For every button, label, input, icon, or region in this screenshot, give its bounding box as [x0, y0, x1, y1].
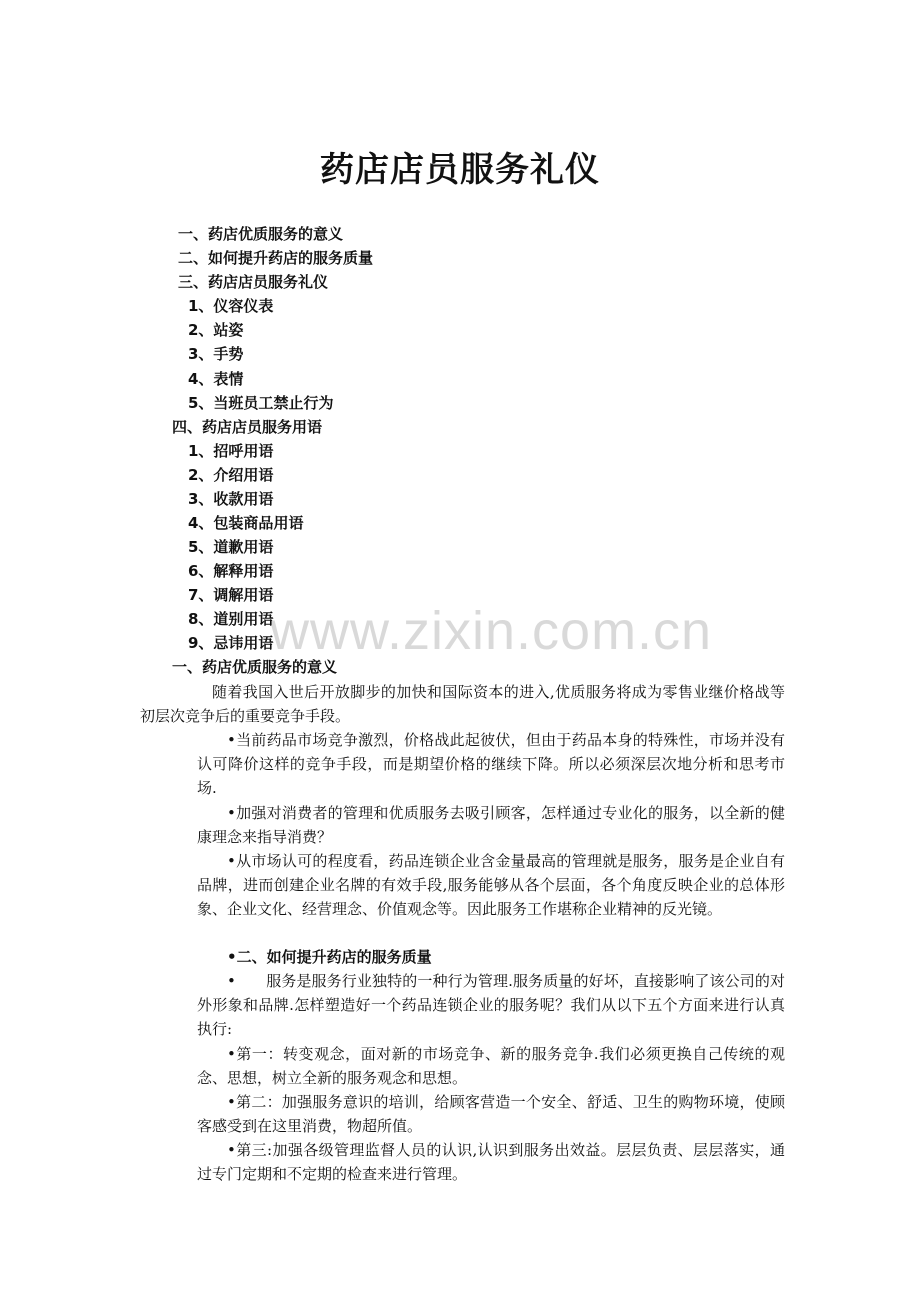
- toc-item: 三、药店店员服务礼仪: [178, 273, 329, 291]
- toc-item: 5、当班员工禁止行为: [188, 394, 334, 412]
- section-heading: •二、如何提升药店的服务质量: [227, 948, 432, 966]
- toc-item: 9、忌讳用语: [188, 634, 274, 652]
- toc-item: 2、站姿: [188, 321, 244, 339]
- bullet-paragraph: •第三:加强各级管理监督人员的认识,认识到服务出效益。层层负责、层层落实，通过专门定期和不定期的检查来进行管理。: [197, 1141, 785, 1183]
- toc-item: 四、药店店员服务用语: [172, 418, 323, 436]
- toc-item: 1、仪容仪表: [188, 297, 274, 315]
- toc-item: 3、手势: [188, 345, 244, 363]
- bullet-paragraph: •当前药品市场竞争激烈，价格战此起彼伏，但由于药品本身的特殊性，市场并没有认可降价这样的竞争手段，而是期望价格的继续下降。所以必须深层次地分析和思考市场.: [197, 731, 785, 797]
- toc-item: 一、药店优质服务的意义: [178, 225, 344, 243]
- watermark: www.zixin.com.cn: [270, 601, 713, 661]
- toc-item: 3、收款用语: [188, 490, 274, 508]
- toc-item: 7、调解用语: [188, 586, 274, 604]
- section-intro-paragraph: 随着我国入世后开放脚步的加快和国际资本的进入,优质服务将成为零售业继价格战等初层次竞争后的重要竞争手段。: [140, 683, 785, 725]
- toc-item: 二、如何提升药店的服务质量: [178, 249, 374, 267]
- section-heading: 一、药店优质服务的意义: [172, 658, 338, 676]
- toc-item: 5、道歉用语: [188, 538, 274, 556]
- bullet-paragraph: •加强对消费者的管理和优质服务去吸引顾客，怎样通过专业化的服务，以全新的健康理念来指导消费？: [197, 804, 785, 846]
- bullet-paragraph: •第一：转变观念，面对新的市场竞争、新的服务竞争.我们必须更换自己传统的观念、思想，树立全新的服务观念和思想。: [197, 1045, 785, 1087]
- bullet-paragraph: •从市场认可的程度看，药品连锁企业含金量最高的管理就是服务，服务是企业自有品牌，进而创建企业名牌的有效手段,服务能够从各个层面，各个角度反映企业的总体形象、企业文化、经营理念、价值观念等。因此服务工作堪称企业精神的反光镜。: [197, 852, 785, 918]
- toc-item: 6、解释用语: [188, 562, 274, 580]
- bullet-paragraph: •第二：加强服务意识的培训，给顾客营造一个安全、舒适、卫生的购物环境，使顾客感受到在这里消费，物超所值。: [197, 1093, 785, 1135]
- toc-item: 4、表情: [188, 370, 244, 388]
- toc-item: 1、招呼用语: [188, 442, 274, 460]
- toc-item: 2、介绍用语: [188, 466, 274, 484]
- toc-item: 4、包装商品用语: [188, 514, 304, 532]
- bullet-paragraph: • 服务是服务行业独特的一种行为管理.服务质量的好坏，直接影响了该公司的对外形象和品牌.怎样塑造好一个药品连锁企业的服务呢？我们从以下五个方面来进行认真执行:: [197, 972, 785, 1038]
- toc-item: 8、道别用语: [188, 610, 274, 628]
- page-title: 药店店员服务礼仪: [320, 150, 600, 190]
